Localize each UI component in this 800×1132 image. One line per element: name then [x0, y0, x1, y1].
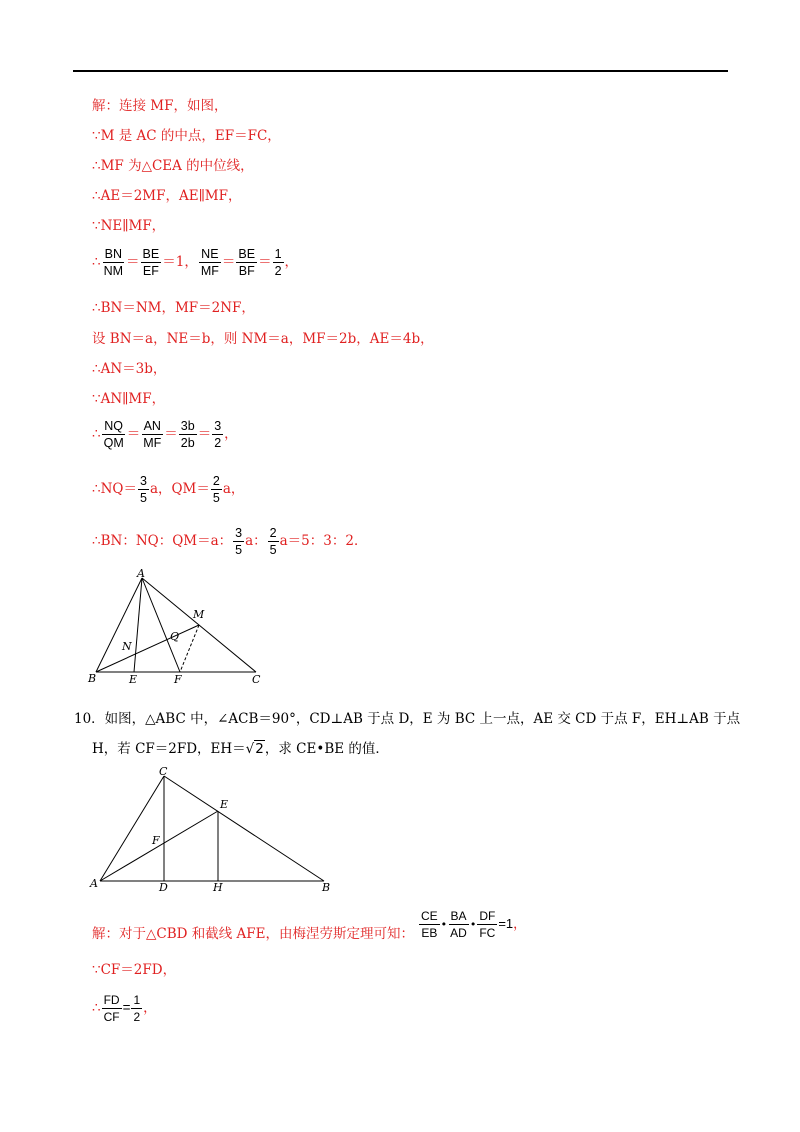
- label-D: D: [159, 881, 168, 894]
- fraction: $\frac{3}{5}$: [235, 526, 243, 557]
- label-B: B: [88, 672, 97, 685]
- label-A: A: [137, 567, 145, 580]
- label-Q: Q: [170, 630, 180, 643]
- sol9-line-1: 解：连接 MF，如图，: [92, 98, 228, 114]
- fraction: $\frac{NE}{MF}$: [200, 247, 219, 278]
- therefore-symbol: ∴: [92, 1000, 101, 1016]
- label-N: N: [122, 640, 132, 653]
- sol9-line-3: ∴MF 为△CEA 的中位线，: [92, 158, 254, 174]
- fraction: $\frac{2}{5}$: [269, 526, 277, 557]
- q10-line-2: H，若 CF＝2FD，EH＝√2，求 CE•BE 的值．: [92, 741, 389, 757]
- fraction: $\frac{CE}{EB}$: [421, 909, 438, 940]
- sqrt-expression: √2: [245, 741, 264, 757]
- fraction: $\frac{BE}{BF}$: [238, 247, 256, 278]
- sol9-line-4: ∴AE＝2MF，AE∥MF，: [92, 188, 242, 204]
- segment-AF: [142, 578, 180, 672]
- sol9-line-12: ∴NQ＝ $\frac{3}{5}$ a，QM＝ $\frac{2}{5}$ a，: [92, 474, 245, 505]
- fraction: $\frac{DF}{FC}$: [479, 909, 496, 940]
- geometry-figure-10: [88, 764, 348, 894]
- fraction: $\frac{BE}{EF}$: [142, 247, 160, 278]
- label-E: E: [129, 673, 138, 686]
- sol9-line-2: ∵M 是 AC 的中点，EF＝FC，: [92, 128, 281, 144]
- label-M: M: [193, 608, 205, 621]
- label-C: C: [252, 673, 261, 686]
- therefore-symbol: ∴: [92, 426, 101, 442]
- fraction: $\frac{NQ}{QM}$: [103, 419, 124, 450]
- sol9-line-7: ∴BN＝NM，MF＝2NF，: [92, 300, 255, 316]
- fraction: $\frac{BN}{NM}$: [103, 247, 124, 278]
- menelaus-formula: $\frac{CE}{EB}$ • $\frac{BA}{AD}$ • $\frac{DF}{FC}$ =1，: [421, 909, 527, 940]
- segment-CA: [100, 776, 164, 881]
- fraction: $\frac{1}{2}$: [274, 247, 282, 278]
- sol10-line-2: ∵CF＝2FD，: [92, 962, 177, 978]
- label-F: F: [152, 834, 160, 847]
- sol9-line-9: ∴AN＝3b，: [92, 361, 167, 377]
- label-B: B: [322, 881, 331, 894]
- sol9-line-11: ∴ $\frac{NQ}{QM}$ ＝ $\frac{AN}{MF}$ ＝ $\frac{3b}{2b}$ ＝ $\frac{3}{2}$ ，: [92, 419, 238, 450]
- fraction: $\frac{BA}{AD}$: [450, 909, 467, 940]
- label-F: F: [174, 673, 182, 686]
- fraction: $\frac{1}{2}$: [133, 993, 141, 1024]
- sol9-line-13: ∴BN：NQ：QM＝a： $\frac{3}{5}$ a： $\frac{2}{5}$ a＝5：3：2．: [92, 526, 368, 557]
- sol9-line-5: ∵NE∥MF，: [92, 218, 166, 234]
- q10-line-1: 10．如图，△ABC 中，∠ACB＝90°，CD⊥AB 于点 D，E 为 BC 上一点，AE 交 CD 于点 F，EH⊥AB 于点: [74, 711, 741, 727]
- fraction: $\frac{FD}{CF}$: [103, 993, 120, 1024]
- label-E: E: [220, 798, 229, 811]
- sol9-line-8: 设 BN＝a，NE＝b，则 NM＝a，MF＝2b，AE＝4b，: [92, 331, 434, 347]
- fraction: $\frac{3}{2}$: [214, 419, 222, 450]
- sol10-line-3: ∴ $\frac{FD}{CF}$ = $\frac{1}{2}$ ，: [92, 993, 157, 1024]
- header-rule: [73, 70, 728, 72]
- fraction: $\frac{3b}{2b}$: [180, 419, 195, 450]
- fraction: $\frac{2}{5}$: [212, 474, 220, 505]
- fraction: $\frac{3}{5}$: [139, 474, 147, 505]
- sol9-line-6: ∴ $\frac{BN}{NM}$ ＝ $\frac{BE}{EF}$ ＝1， $\frac{NE}{MF}$ ＝ $\frac{BE}{BF}$ ＝ $\frac{1}{2}$ ，: [92, 247, 299, 278]
- sol9-line-10: ∵AN∥MF，: [92, 391, 166, 407]
- therefore-symbol: ∴: [92, 254, 101, 270]
- label-H: H: [213, 881, 223, 894]
- sol10-line-1: 解：对于△CBD 和截线 AFE，由梅涅劳斯定理可知：: [92, 926, 415, 942]
- label-A: A: [90, 877, 98, 890]
- geometry-figure-9: [86, 566, 276, 686]
- label-C: C: [159, 765, 168, 778]
- segment-BM: [96, 625, 199, 672]
- fraction: $\frac{AN}{MF}$: [143, 419, 162, 450]
